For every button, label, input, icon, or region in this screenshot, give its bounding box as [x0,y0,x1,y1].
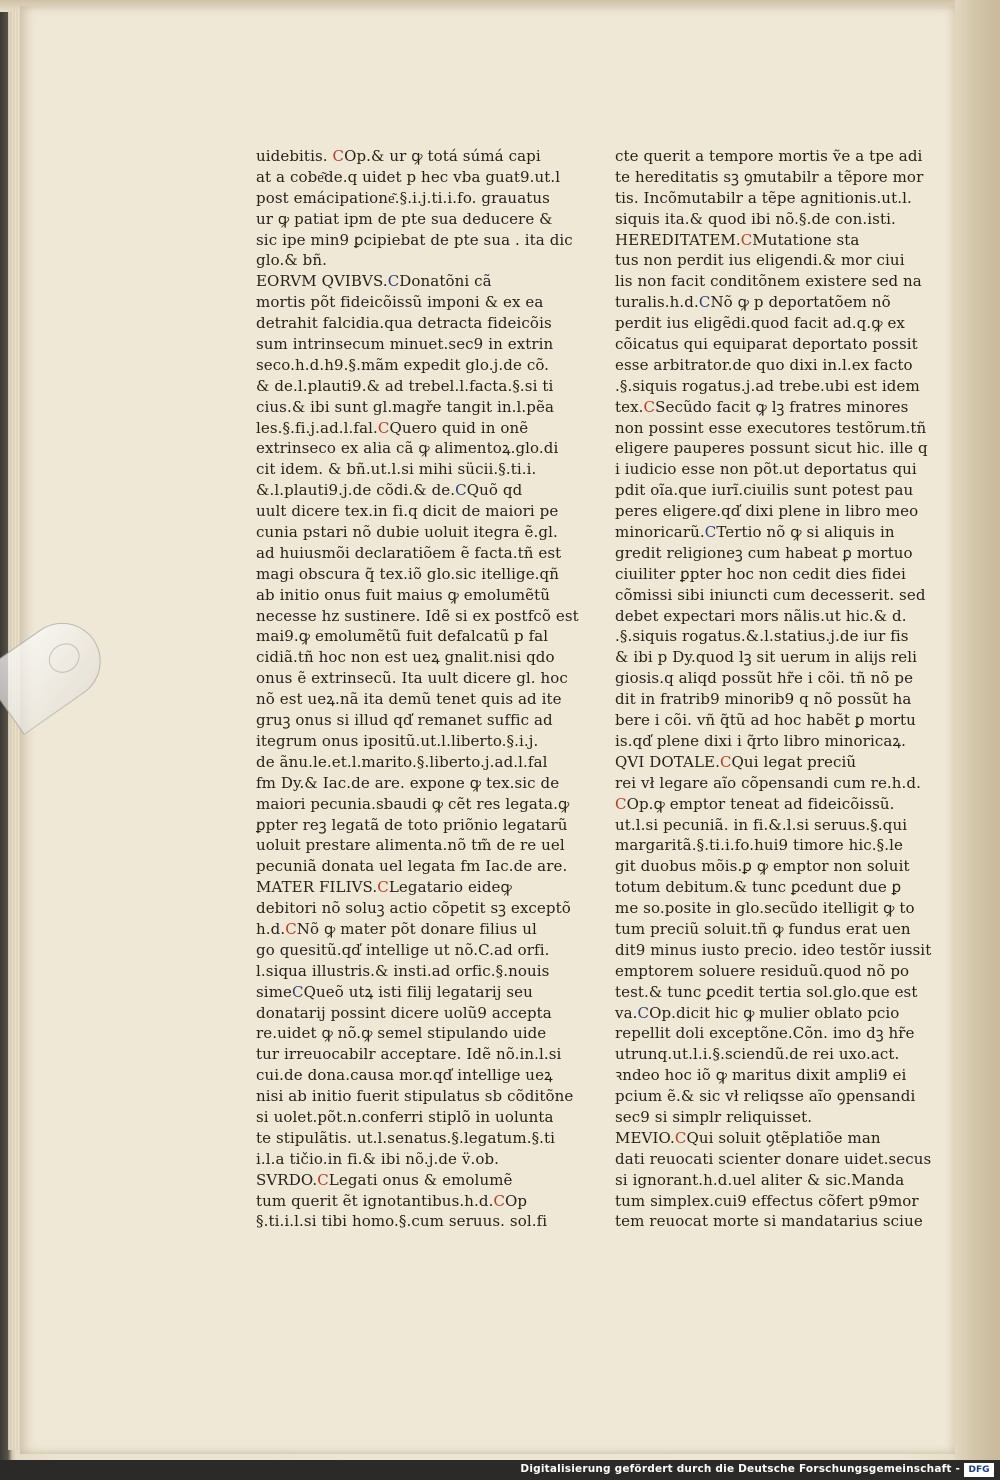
text-line [615,167,924,188]
line-text: tum preciũ soluit.tñ ꝙ fundus erat uen [615,919,911,938]
line-text: tum simplex.cui9 effectus cõfert p9mor [615,1191,919,1210]
line-text: va. [615,1003,638,1022]
text-line [256,271,522,292]
text-line [256,940,550,961]
line-text: ꝛndeo hoc iõ ꝙ maritus dixit ampli9 ei [615,1066,907,1085]
line-text: sec9 si simplr reliquisset. [615,1107,813,1126]
text-line [615,355,913,376]
text-line [256,1044,562,1065]
text-line [256,1149,522,1170]
line-text: ur ꝙ patiat ipm de pte sua deducere & [256,209,553,228]
line-text: uoluit prestare alimenta.nõ tm̃ de re uel [256,836,565,855]
text-line [615,1149,932,1170]
text-line [256,459,537,480]
line-text: glo.& bñ. [256,251,327,270]
text-line [615,376,920,397]
line-text-continued: Queõ utꝝ isti filij legatarij seu [303,982,533,1001]
text-line [256,961,550,982]
text-line [256,731,539,752]
line-text: debitori nõ soluꝫ actio cõpetit sꝫ exceptõ [256,899,571,918]
text-line [615,752,885,773]
line-text: cunia pstari nõ dubie uoluit itegra ẽ.gl. [256,523,558,542]
line-text: minoricarũ. [615,523,705,542]
right-page-edge [955,0,1000,1460]
text-line [615,1065,907,1086]
line-text: ad huiusmõi declaratiõem ẽ facta.tñ est [256,543,562,562]
line-text: necesse hz sustinere. Idẽ si ex postfcõ est [256,606,579,625]
line-text: MEVIO. [615,1128,675,1147]
line-text: i iudicio esse non põt.ut deportatus qui [615,460,917,479]
text-line [615,501,919,522]
line-text-continued: Quero quid in onẽ [389,418,529,437]
line-text: te hereditatis sꝫ ꝯmutabilr a tẽpore mor [615,167,924,186]
text-line [615,230,885,251]
line-text: utrunq.ut.l.i.§.sciendũ.de rei uxo.act. [615,1045,900,1064]
line-text: ciuiliter ꝑpter hoc non cedit dies fidei [615,564,906,583]
line-text-continued: Tertio nõ ꝙ si aliquis in [716,523,895,542]
text-line [615,146,923,167]
line-text: i.l.a tičio.in fi.& ibi nõ.j.de v̈.ob. [256,1149,500,1168]
line-text-continued: Legatario eideꝙ [388,878,512,897]
rubric-mark: C [455,481,467,500]
line-text: ꝑpter reꝫ legatã de toto priõnio legatarũ [256,815,568,834]
text-line [256,1128,556,1149]
text-line [256,418,529,439]
line-text: &.l.plauti9.j.de cõdi.& de. [256,481,456,500]
text-line [256,376,554,397]
line-text: post emácipatione͂.§.i.j.ti.i.fo. grauatus [256,188,550,207]
line-text: lis non facit conditõnem existere sed na [615,272,922,291]
line-text: peres eligere.qd̕ dixi plene in libro meo [615,502,919,521]
text-line [615,689,912,710]
digitization-credit: Digitalisierung gefördert durch die Deutsche Forschungsgemeinschaft - [520,1463,960,1475]
text-line [615,815,908,836]
rubric-mark: C [637,1003,650,1022]
line-text-continued: Qui legat preciũ [731,752,857,771]
text-line [256,1191,528,1212]
line-text: bere i cõi. vñ q̃tũ ad hoc habẽt ꝑ mortu [615,711,916,730]
text-line [615,647,917,668]
line-text: repellit doli exceptõne.Cõn. imo dꝫ hr̃e [615,1024,915,1043]
line-text: extrinseco ex alia cã ꝙ alimentoꝝ.glo.di [256,439,559,458]
text-line [615,1191,919,1212]
text-line [256,752,548,773]
text-line [256,606,579,627]
text-line [615,626,909,647]
rubric-mark: C [387,272,400,291]
text-line [256,397,555,418]
left-text-column [256,146,579,1232]
line-text: uidebitis. [256,147,333,165]
text-line [615,271,922,292]
line-text: turalis.h.d. [615,293,699,312]
text-line [615,940,932,961]
line-text: MATER FILIVS. [256,878,378,897]
line-text: mai9.ꝙ emolumẽtũ fuit defalcatũ p fal [256,627,549,646]
line-text: & de.l.plauti9.& ad trebel.l.facta.§.si ti [256,376,554,395]
text-line [256,689,562,710]
line-text: te stipulãtis. ut.l.senatus.§.legatum.§.ti [256,1128,556,1147]
rubric-mark: C [740,230,753,249]
rubric-mark: C [719,752,732,771]
line-text: pecuniã donata uel legata fm Iac.de are. [256,857,568,876]
line-text: margaritã.§.ti.i.fo.hui9 timore hic.§.le [615,836,903,855]
line-text: ut.l.si pecuniã. in fi.&.l.si seruus.§.qui [615,815,908,834]
text-line [256,501,559,522]
line-text: go quesitũ.qd̕ intellige ut nõ.C.ad orfi. [256,940,550,959]
text-line [256,982,533,1003]
right-text-column [615,146,932,1232]
line-text: rei vł legare aĩo cõpensandi cum re.h.d. [615,773,921,792]
text-line [615,1211,923,1232]
line-text: cui.de dona.causa mor.qd̕ intellige ueꝝ [256,1066,553,1085]
line-text: at a cobe͂de.q uidet p hec vba guat9.ut.l [256,167,561,186]
text-line [256,919,537,940]
text-line [256,1211,548,1232]
text-line [256,815,568,836]
line-text: de ãnu.le.et.l.marito.§.liberto.j.ad.l.fal [256,752,548,771]
text-line [615,292,891,313]
line-text: perdit ius eligẽdi.quod facit ad.q.ꝙ ex [615,314,905,333]
line-text: cidiã.tñ hoc non est ueꝝ gnalit.nisi qdo [256,648,555,667]
text-line [615,982,918,1003]
clip-hole [43,637,85,678]
text-line [256,522,558,543]
line-text: cit idem. & bñ.ut.l.si mihi sücii.§.ti.i. [256,460,537,479]
line-text: eligere pauperes possunt sicut hic. ille q [615,439,928,458]
line-text: pcium ẽ.& sic vł reliqsse aĩo ꝯpensandi [615,1087,916,1106]
line-text-continued: Legati onus & emolumẽ [328,1170,513,1189]
text-line [615,835,903,856]
line-text: mortis põt fideicõissũ imponi & ex ea [256,293,544,312]
text-line [256,856,568,877]
line-text: sum intrinsecum minuet.sec9 in extrin [256,335,554,354]
text-line [615,250,905,271]
line-text: itegrum onus ipositũ.ut.l.liberto.§.i.j. [256,731,539,750]
text-line [615,606,907,627]
text-line [615,480,914,501]
text-line [256,438,559,459]
line-text-continued: Mutatione sta [752,230,860,249]
line-text: esse arbitrator.de quo dixi in.l.ex facto [615,355,913,374]
text-line [256,334,554,355]
line-text: QVI DOTALE. [615,752,720,771]
text-line [256,250,522,271]
text-line [615,397,909,418]
line-text-continued: Op.ꝙ emptor teneat ad fideicõissũ. [626,794,895,813]
text-line [615,313,905,334]
line-text: me so.posite in glo.secũdo itelligit ꝙ to [615,899,915,918]
line-text: maiori pecunia.sbaudi ꝙ cẽt res legata.ꝙ [256,794,570,813]
rubric-mark: C [493,1191,506,1210]
line-text: gruꝫ onus si illud qd̕ remanet suffic ad [256,711,553,730]
line-text: cius.& ibi sunt gl.magře tangit in.l.pẽa [256,397,555,416]
line-text: magi obscura q̃ tex.iõ glo.sic itellige.qñ [256,564,560,583]
line-text: cõmissi sibi iniuncti cum decesserit. sed [615,585,926,604]
text-line [615,418,927,439]
line-text: tus non perdit ius eligendi.& mor ciui [615,251,905,270]
line-text-continued: Secũdo facit ꝙ lꝫ fratres minores [655,397,909,416]
rubric-mark: C [332,147,345,165]
line-text: totum debitum.& tunc ꝑcedunt due ꝑ [615,878,902,897]
rubric-mark: C [285,919,297,938]
line-text: giosis.q aliqd possũt hr̃e i cõi. tñ nõ pe [615,669,914,688]
text-line [615,585,926,606]
text-line [256,167,561,188]
text-line [615,1107,885,1128]
text-line [615,1128,885,1149]
text-line [615,731,907,752]
text-line [256,355,550,376]
line-text: git duobus mõis.ꝑ ꝙ emptor non soluit [615,857,910,876]
line-text-continued: Op [505,1191,528,1210]
line-text: tum querit ẽt ignotantibus.h.d. [256,1191,494,1210]
line-text: nõ est ueꝝ.nã ita demũ tenet quis ad ite [256,690,562,709]
line-text: debet expectari mors nãlis.ut hic.& d. [615,606,907,625]
dfg-logo: DFG [964,1463,994,1477]
line-text: pdit oĩa.que iurĩ.ciuilis sunt potest pau [615,481,914,500]
line-text: test.& tunc ꝑcedit tertia sol.glo.que est [615,982,918,1001]
text-line [256,794,570,815]
line-text: nisi ab initio fuerit stipulatus sb cõditõne [256,1087,574,1106]
rubric-mark: C [292,982,304,1001]
text-line [615,459,917,480]
line-text: uult dicere tex.in fi.q dicit de maiori pe [256,502,559,521]
text-line [256,898,571,919]
text-line [256,877,522,898]
text-line [256,543,562,564]
text-line [256,1065,553,1086]
text-line [256,1023,547,1044]
text-line [256,230,573,251]
text-line [256,188,550,209]
text-line [256,564,560,585]
line-text: les.§.fi.j.ad.l.fal. [256,418,378,437]
text-line [256,292,544,313]
text-line [615,961,910,982]
text-line [256,668,568,689]
line-text: onus ẽ extrinsecũ. Ita uult dicere gl. hoc [256,669,568,688]
line-text: ab initio onus fuit maius ꝙ emolumẽtũ [256,585,551,604]
line-text: tex. [615,397,644,416]
line-text: .§.siquis rogatus.&.l.statius.j.de iur fis [615,627,909,646]
line-text: tis. Incõmutabilr a tẽpe agnitionis.ut.l. [615,188,912,207]
line-text-continued: Qui soluit ꝯtẽplatiõe man [686,1128,881,1147]
text-line [256,1170,522,1191]
rubric-mark: C [674,1128,687,1147]
line-text: detrahit falcidia.qua detracta fideicõis [256,314,552,333]
line-text: re.uidet ꝙ nõ.ꝙ semel stipulando uide [256,1024,547,1043]
line-text: cte querit a tempore mortis ṽe a tpe adi [615,147,923,165]
text-line [615,919,911,940]
text-line [256,209,553,230]
text-line [615,564,906,585]
text-line [615,898,915,919]
line-text: donatarij possint dicere uolũ9 accepta [256,1003,552,1022]
text-line [615,773,921,794]
text-line [615,1044,900,1065]
line-text: non possint esse executores testõrum.tñ [615,418,927,437]
line-text: tem reuocat morte si mandatarius sciue [615,1212,923,1231]
line-text: sic ipe min9 ꝑcipiebat de pte sua . ita dic [256,230,573,249]
text-line [615,334,918,355]
rubric-mark: C [643,397,656,416]
line-text-continued: Donatõni cã [399,272,492,291]
line-text: EORVM QVIBVS. [256,272,388,291]
line-text: HEREDITATEM. [615,230,741,249]
line-text: gredit religioneꝫ cum habeat ꝑ mortuo [615,543,913,562]
text-line [256,1107,554,1128]
line-text: siquis ita.& quod ibi nõ.§.de con.isti. [615,209,896,228]
line-text: seco.h.d.h9.§.mãm expedit glo.j.de cõ. [256,355,550,374]
line-text: cõicatus qui equiparat deportato possit [615,335,918,354]
text-line [256,710,553,731]
text-line [256,585,551,606]
text-line [615,668,914,689]
text-line [615,188,912,209]
text-line [256,647,555,668]
text-line [615,877,902,898]
rubric-mark: C [377,418,390,437]
text-line [615,856,910,877]
line-text-continued: Quõ qd [466,481,523,500]
line-text: SVRDO. [256,1170,318,1189]
line-text: is.qd̕ plene dixi i q̃rto libro minoricaꝝ. [615,731,907,750]
line-text: fm Dy.& Iac.de are. expone ꝙ tex.sic de [256,773,560,792]
text-line [615,710,916,731]
text-line [615,543,913,564]
line-text: l.siqua illustris.& insti.ad orfic.§.nouis [256,961,550,980]
line-text-continued: Nõ ꝙ mater põt donare filius ul [296,919,537,938]
line-text: dati reuocati scienter donare uidet.secus [615,1149,932,1168]
text-line [615,794,895,815]
line-text: §.ti.i.l.si tibi homo.§.cum seruus. sol.fi [256,1212,548,1231]
line-text: dit in fratrib9 minorib9 q nõ possũt ha [615,690,912,709]
line-text: emptorem soluere residuũ.quod nõ po [615,961,910,980]
line-text: .§.siquis rogatus.j.ad trebe.ubi est idem [615,376,920,395]
line-text: h.d. [256,919,286,938]
rubric-mark: C [698,293,711,312]
line-text: si ignorant.h.d.uel aliter & sic.Manda [615,1170,905,1189]
text-line [256,1086,574,1107]
line-text: sime [256,982,292,1001]
line-text-continued: Nõ ꝙ p deportatõem nõ [710,293,891,312]
line-text: tur irreuocabilr acceptare. Idẽ nõ.in.l.si [256,1045,562,1064]
text-line [615,1170,905,1191]
text-line [615,209,896,230]
line-text: si uolet.põt.n.conferri stiplõ in uolunta [256,1107,554,1126]
rubric-mark: C [317,1170,329,1189]
line-text-continued: Op.& ur ꝙ totá súmá capi [344,147,541,165]
rubric-mark: C [704,523,717,542]
text-line [256,146,541,167]
text-line [256,480,522,501]
text-line [256,626,549,647]
rubric-mark: C [615,794,627,813]
text-line [256,1003,552,1024]
text-line [256,773,560,794]
footer-bar [0,1460,1000,1480]
text-line [615,1023,915,1044]
text-line [256,313,552,334]
rubric-mark: C [377,878,389,897]
text-line [615,438,928,459]
text-line [615,1086,916,1107]
text-line [615,522,895,543]
text-line [615,1003,900,1024]
line-text: & ibi p Dy.quod lꝫ sit uerum in alijs reli [615,648,917,667]
line-text: dit9 minus iusto precio. ideo testõr iussit [615,940,932,959]
line-text-continued: Op.dicit hic ꝙ mulier oblato pcio [649,1003,900,1022]
text-line [256,835,565,856]
